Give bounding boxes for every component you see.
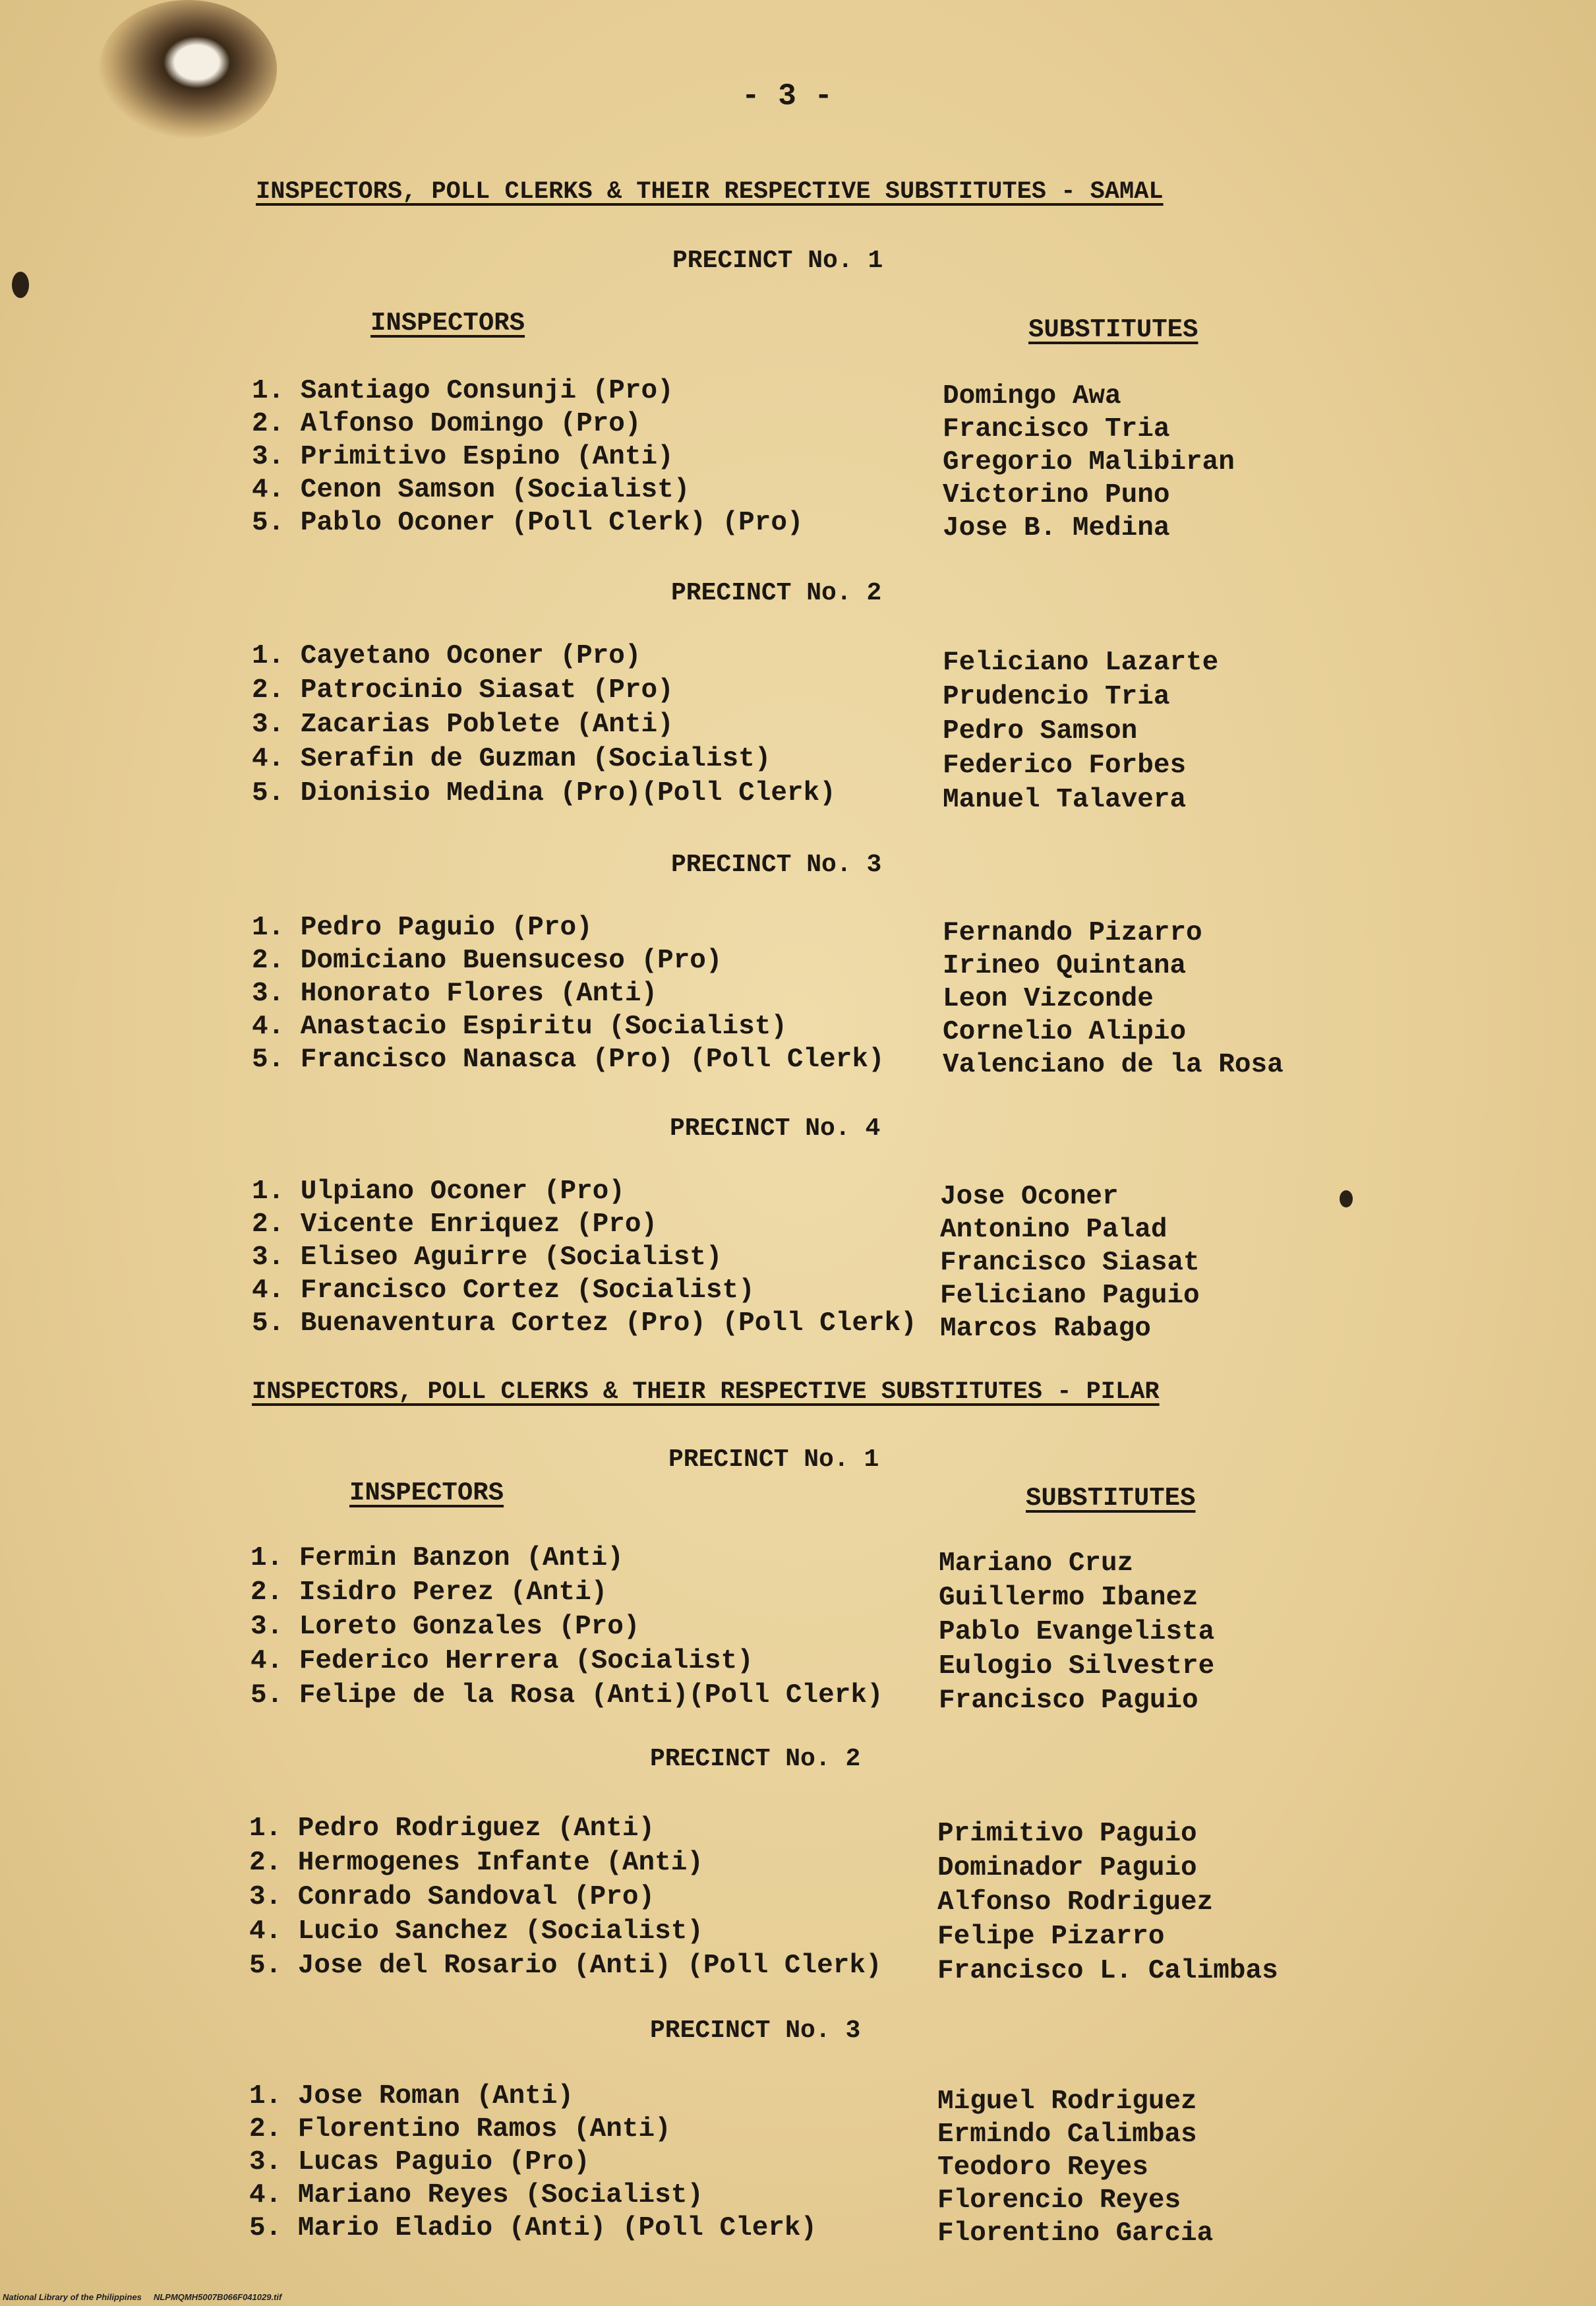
- precinct-label: PRECINCT No. 3: [650, 2017, 861, 2045]
- inspector-entry: 5. Pablo Oconer (Poll Clerk) (Pro): [252, 508, 804, 538]
- inspector-entry: 1. Jose Roman (Anti): [249, 2081, 574, 2111]
- substitute-entry: Antonino Palad: [940, 1215, 1167, 1245]
- substitute-entry: Primitivo Paguio: [937, 1819, 1197, 1849]
- substitute-entry: Feliciano Paguio: [940, 1281, 1200, 1311]
- substitute-entry: Felipe Pizarro: [937, 1922, 1165, 1952]
- archive-footer: National Library of the Philippines NLPMQMH5007B066F041029.tif: [3, 2292, 282, 2302]
- inspector-entry: 1. Pedro Paguio (Pro): [252, 913, 593, 943]
- section-title-samal: INSPECTORS, POLL CLERKS & THEIR RESPECTIVE SUBSTITUTES - SAMAL: [256, 178, 1164, 206]
- inspector-entry: 1. Ulpiano Oconer (Pro): [252, 1176, 625, 1207]
- substitute-entry: Marcos Rabago: [940, 1314, 1151, 1344]
- inspector-entry: 4. Cenon Samson (Socialist): [252, 475, 690, 505]
- substitute-entry: Jose Oconer: [940, 1182, 1119, 1212]
- substitute-entry: Federico Forbes: [943, 750, 1187, 781]
- inspector-entry: 3. Loreto Gonzales (Pro): [251, 1612, 640, 1642]
- inspector-entry: 1. Pedro Rodriguez (Anti): [249, 1813, 655, 1844]
- substitute-entry: Alfonso Rodriguez: [937, 1887, 1214, 1918]
- inspector-entry: 2. Vicente Enriquez (Pro): [252, 1209, 658, 1240]
- inspector-entry: 3. Conrado Sandoval (Pro): [249, 1882, 655, 1912]
- precinct-label: PRECINCT No. 2: [671, 579, 882, 607]
- inspector-entry: 2. Domiciano Buensuceso (Pro): [252, 946, 723, 976]
- substitute-entry: Francisco Siasat: [940, 1248, 1200, 1278]
- inspector-entry: 5. Jose del Rosario (Anti) (Poll Clerk): [249, 1951, 882, 1981]
- substitutes-column-header: SUBSTITUTES: [1026, 1484, 1196, 1513]
- section-title-pilar: INSPECTORS, POLL CLERKS & THEIR RESPECTIVE SUBSTITUTES - PILAR: [252, 1378, 1160, 1406]
- inspector-entry: 1. Fermin Banzon (Anti): [251, 1543, 624, 1573]
- inspector-entry: 1. Santiago Consunji (Pro): [252, 376, 674, 406]
- substitute-entry: Francisco Paguio: [939, 1685, 1198, 1716]
- inspector-entry: 3. Eliseo Aguirre (Socialist): [252, 1242, 723, 1273]
- substitute-entry: Eulogio Silvestre: [939, 1651, 1215, 1682]
- substitute-entry: Victorino Puno: [943, 480, 1170, 510]
- substitute-entry: Mariano Cruz: [939, 1548, 1134, 1579]
- inspector-entry: 4. Mariano Reyes (Socialist): [249, 2180, 703, 2210]
- substitute-entry: Feliciano Lazarte: [943, 648, 1219, 678]
- inspector-entry: 3. Lucas Paguio (Pro): [249, 2147, 590, 2177]
- burn-mark: [99, 0, 277, 138]
- inspector-entry: 2. Isidro Perez (Anti): [251, 1577, 608, 1608]
- substitute-entry: Irineo Quintana: [943, 951, 1187, 981]
- substitute-entry: Manuel Talavera: [943, 785, 1187, 815]
- substitutes-column-header: SUBSTITUTES: [1028, 315, 1198, 344]
- inspector-entry: 5. Buenaventura Cortez (Pro) (Poll Clerk): [252, 1308, 917, 1339]
- precinct-label: PRECINCT No. 1: [672, 247, 883, 275]
- inspector-entry: 5. Felipe de la Rosa (Anti)(Poll Clerk): [251, 1680, 883, 1711]
- substitute-entry: Domingo Awa: [943, 381, 1121, 411]
- substitute-entry: Leon Vizconde: [943, 984, 1154, 1014]
- inspector-entry: 2. Florentino Ramos (Anti): [249, 2114, 671, 2144]
- substitute-entry: Florencio Reyes: [937, 2185, 1181, 2216]
- substitute-entry: Prudencio Tria: [943, 682, 1170, 712]
- ink-spot: [1340, 1190, 1353, 1207]
- inspectors-column-header: INSPECTORS: [349, 1478, 504, 1507]
- inspector-entry: 4. Francisco Cortez (Socialist): [252, 1275, 755, 1306]
- inspector-entry: 4. Federico Herrera (Socialist): [251, 1646, 754, 1676]
- substitute-entry: Cornelio Alipio: [943, 1017, 1187, 1047]
- substitute-entry: Valenciano de la Rosa: [943, 1050, 1284, 1080]
- substitute-entry: Gregorio Malibiran: [943, 447, 1235, 477]
- substitute-entry: Guillermo Ibanez: [939, 1583, 1198, 1613]
- substitute-entry: Dominador Paguio: [937, 1853, 1197, 1883]
- inspector-entry: 4. Serafin de Guzman (Socialist): [252, 744, 771, 774]
- inspector-entry: 3. Honorato Flores (Anti): [252, 979, 658, 1009]
- precinct-label: PRECINCT No. 4: [670, 1114, 881, 1143]
- substitute-entry: Francisco L. Calimbas: [937, 1956, 1278, 1986]
- substitute-entry: Miguel Rodriguez: [937, 2086, 1197, 2117]
- inspector-entry: 4. Anastacio Espiritu (Socialist): [252, 1012, 787, 1042]
- substitute-entry: Jose B. Medina: [943, 513, 1170, 543]
- substitute-entry: Pedro Samson: [943, 716, 1138, 746]
- page-number: - 3 -: [742, 79, 833, 113]
- inspector-entry: 2. Patrocinio Siasat (Pro): [252, 675, 674, 706]
- ink-spot: [12, 272, 29, 298]
- inspector-entry: 1. Cayetano Oconer (Pro): [252, 641, 641, 671]
- substitute-entry: Fernando Pizarro: [943, 918, 1202, 948]
- inspector-entry: 5. Francisco Nanasca (Pro) (Poll Clerk): [252, 1045, 885, 1075]
- substitute-entry: Ermindo Calimbas: [937, 2119, 1197, 2150]
- substitute-entry: Teodoro Reyes: [937, 2152, 1148, 2183]
- inspector-entry: 2. Hermogenes Infante (Anti): [249, 1848, 703, 1878]
- inspector-entry: 5. Dionisio Medina (Pro)(Poll Clerk): [252, 778, 836, 808]
- inspector-entry: 3. Primitivo Espino (Anti): [252, 442, 674, 472]
- inspectors-column-header: INSPECTORS: [370, 309, 525, 338]
- precinct-label: PRECINCT No. 2: [650, 1745, 861, 1773]
- substitute-entry: Francisco Tria: [943, 414, 1170, 444]
- substitute-entry: Florentino Garcia: [937, 2218, 1214, 2249]
- precinct-label: PRECINCT No. 3: [671, 851, 882, 879]
- inspector-entry: 4. Lucio Sanchez (Socialist): [249, 1916, 703, 1947]
- substitute-entry: Pablo Evangelista: [939, 1617, 1215, 1647]
- inspector-entry: 5. Mario Eladio (Anti) (Poll Clerk): [249, 2213, 817, 2243]
- inspector-entry: 3. Zacarias Poblete (Anti): [252, 710, 674, 740]
- precinct-label: PRECINCT No. 1: [668, 1445, 879, 1474]
- inspector-entry: 2. Alfonso Domingo (Pro): [252, 409, 641, 439]
